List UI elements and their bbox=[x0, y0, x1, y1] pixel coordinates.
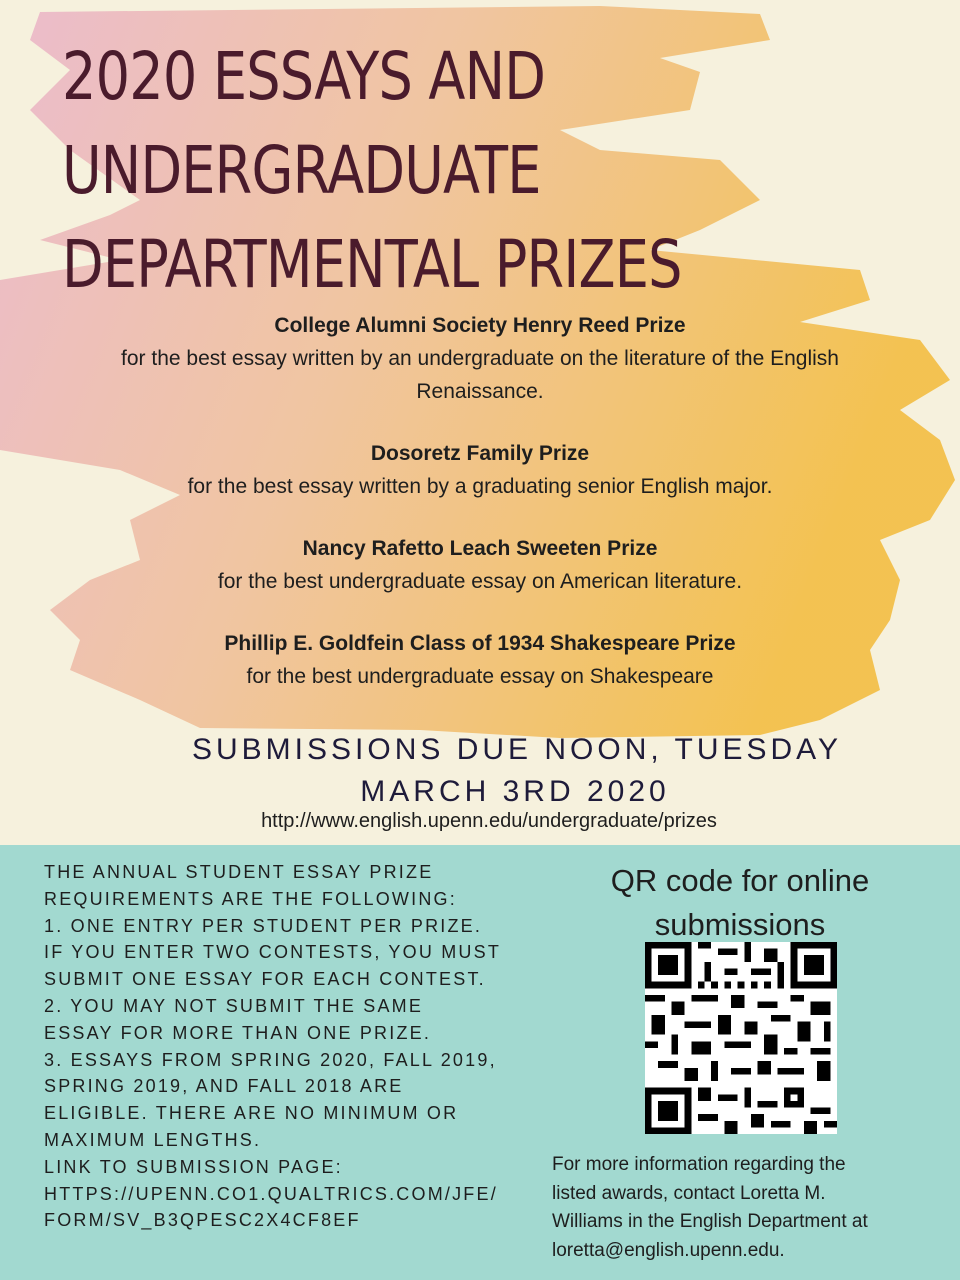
prize-description: for the best essay written by an undergraduate on the literature of the English bbox=[121, 347, 839, 370]
contact-line: Williams in the English Department at bbox=[552, 1211, 868, 1232]
prize-dosoretz bbox=[0, 438, 960, 503]
requirements-line: SUBMIT ONE ESSAY FOR EACH CONTEST. bbox=[44, 969, 486, 990]
submission-link-line-2[interactable]: FORM/SV_B3QPESC2X4CF8EF bbox=[44, 1210, 361, 1231]
prize-list bbox=[0, 310, 960, 723]
prize-henry-reed bbox=[0, 310, 960, 408]
submission-link-line-1[interactable]: HTTPS://UPENN.CO1.QUALTRICS.COM/JFE/ bbox=[44, 1183, 498, 1204]
prize-name: College Alumni Society Henry Reed Prize bbox=[274, 314, 686, 337]
qr-heading-line-1: QR code for online bbox=[610, 863, 870, 898]
poster-title bbox=[62, 30, 682, 312]
prizes-url-link[interactable]: http://www.english.upenn.edu/undergraduate/prizes bbox=[261, 810, 717, 832]
prize-name: Nancy Rafetto Leach Sweeten Prize bbox=[302, 537, 658, 560]
contact-email-link[interactable]: loretta@english.upenn.edu. bbox=[552, 1239, 785, 1261]
requirements-line: ESSAY FOR MORE THAN ONE PRIZE. bbox=[44, 1022, 432, 1043]
requirements-line: 1. ONE ENTRY PER STUDENT PER PRIZE. bbox=[44, 915, 483, 936]
qr-code-image[interactable] bbox=[645, 942, 837, 1134]
info-panel bbox=[0, 845, 960, 1280]
prize-description: for the best essay written by a graduating senior English major. bbox=[187, 475, 773, 498]
title-line-2: UNDERGRADUATE bbox=[62, 132, 541, 209]
qr-heading-line-2: submissions bbox=[654, 907, 826, 942]
prize-goldfein bbox=[0, 628, 960, 693]
requirements-text bbox=[44, 859, 564, 1234]
deadline-line-1: SUBMISSIONS DUE NOON, TUESDAY bbox=[192, 733, 842, 766]
requirements-line: IF YOU ENTER TWO CONTESTS, YOU MUST bbox=[44, 942, 502, 963]
requirements-line: ELIGIBLE. THERE ARE NO MINIMUM OR bbox=[44, 1103, 459, 1124]
requirements-line: MAXIMUM LENGTHS. bbox=[44, 1129, 262, 1150]
requirements-line: 3. ESSAYS FROM SPRING 2020, FALL 2019, bbox=[44, 1049, 497, 1070]
prize-description: for the best undergraduate essay on Shakespeare bbox=[246, 665, 714, 688]
contact-line: For more information regarding the bbox=[552, 1154, 846, 1175]
contact-line: listed awards, contact Loretta M. bbox=[552, 1182, 826, 1204]
deadline-line-2: MARCH 3RD 2020 bbox=[360, 775, 670, 808]
requirements-line: LINK TO SUBMISSION PAGE: bbox=[44, 1156, 343, 1177]
qr-code-heading bbox=[560, 859, 920, 947]
prize-name: Phillip E. Goldfein Class of 1934 Shakespeare Prize bbox=[224, 632, 736, 655]
requirements-line: REQUIREMENTS ARE THE FOLLOWING: bbox=[44, 888, 457, 909]
title-line-1: 2020 ESSAYS AND bbox=[62, 38, 546, 115]
requirements-line: 2. YOU MAY NOT SUBMIT THE SAME bbox=[44, 995, 424, 1016]
requirements-line: THE ANNUAL STUDENT ESSAY PRIZE bbox=[44, 862, 434, 882]
prize-sweeten bbox=[0, 533, 960, 598]
title-line-3: DEPARTMENTAL PRIZES bbox=[62, 226, 682, 303]
prize-description: Renaissance. bbox=[416, 380, 544, 403]
requirements-line: SPRING 2019, AND FALL 2018 ARE bbox=[44, 1076, 404, 1097]
prize-name: Dosoretz Family Prize bbox=[370, 442, 590, 465]
prize-description: for the best undergraduate essay on American literature. bbox=[217, 570, 743, 593]
contact-info bbox=[552, 1151, 942, 1265]
